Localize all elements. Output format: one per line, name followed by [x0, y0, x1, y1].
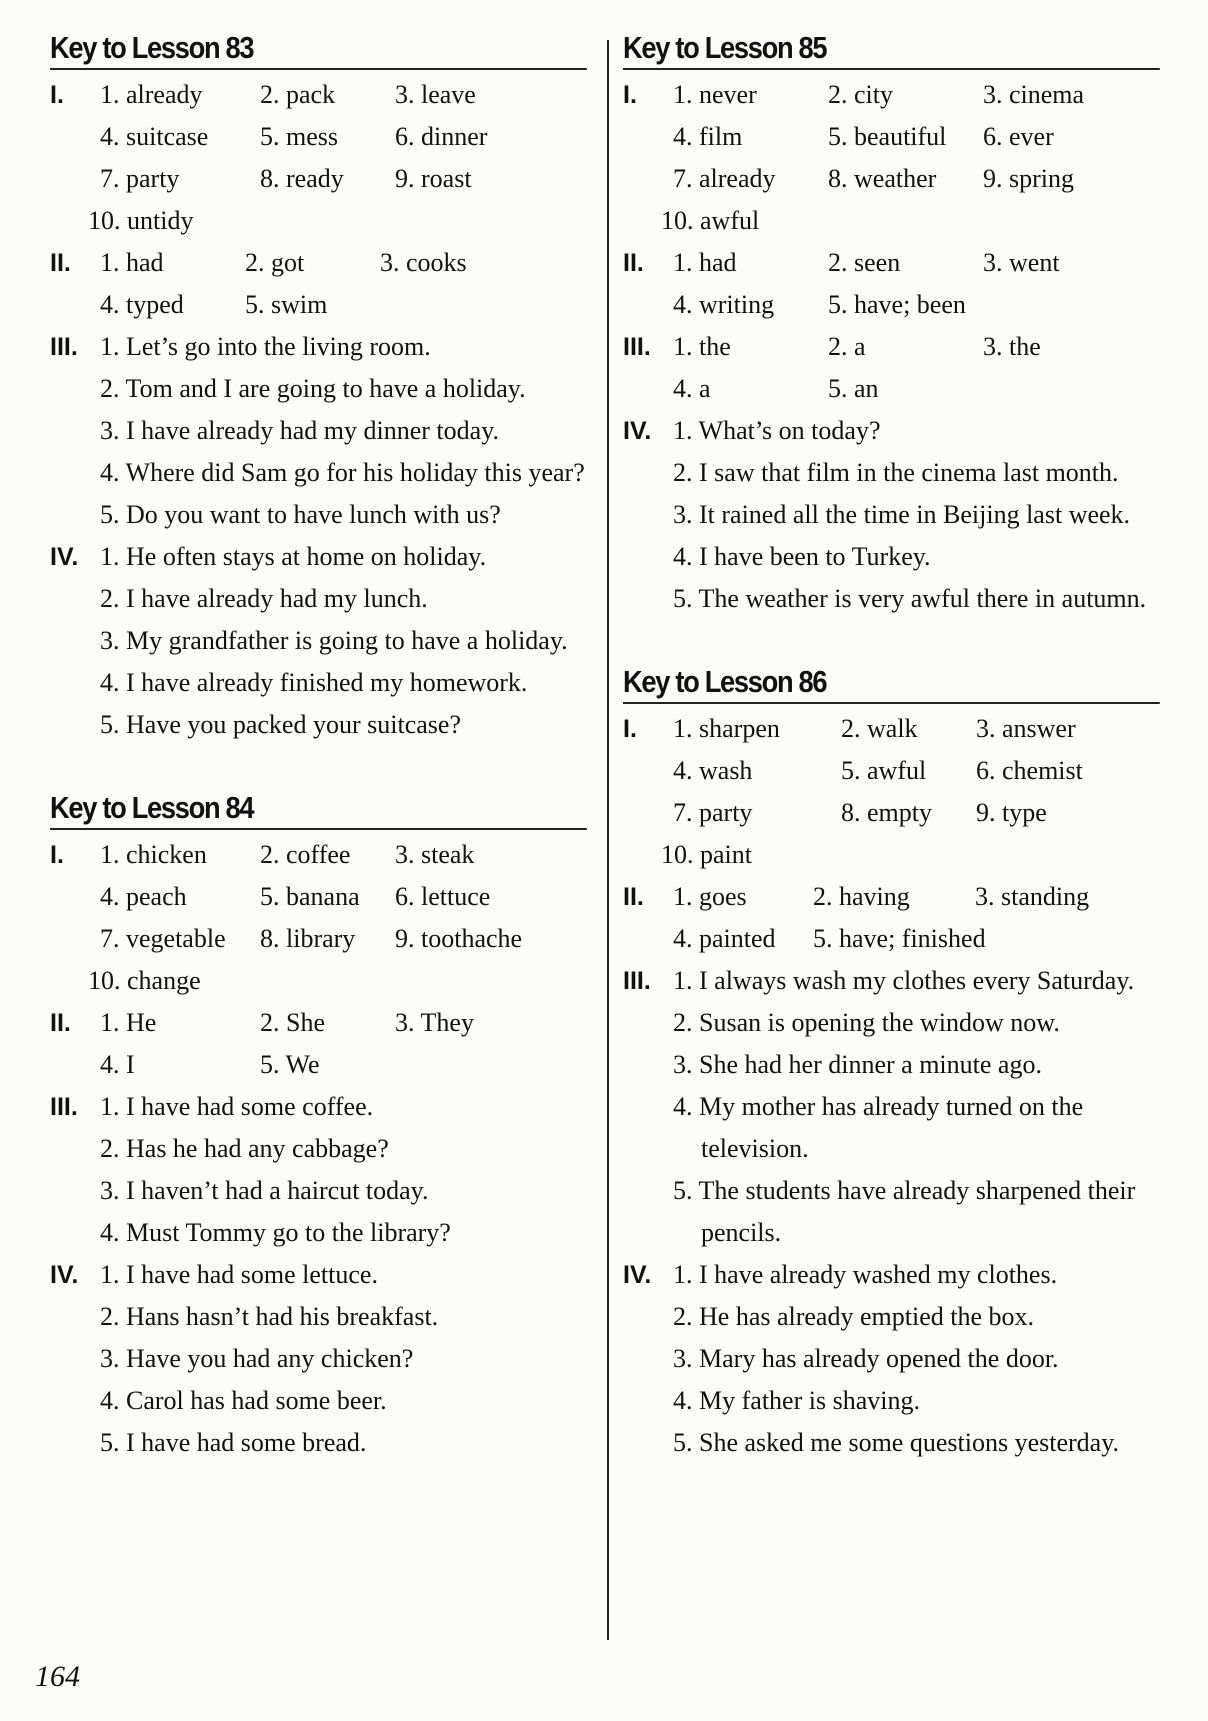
right-column: [623, 30, 1168, 1464]
answer: 8. weather: [828, 164, 937, 193]
answer: 3. They: [395, 1008, 474, 1037]
answer: 6. lettuce: [395, 882, 491, 911]
column-divider: [607, 40, 609, 1640]
answer: 4. typed: [100, 290, 184, 319]
answer: 5. awful: [841, 756, 927, 785]
exercise-4: [623, 1254, 1168, 1464]
exercise-label: I.: [50, 841, 64, 869]
answer: 5. swim: [245, 290, 328, 319]
exercise-label: II.: [50, 1009, 71, 1037]
lesson-title: Key to Lesson 84: [50, 790, 587, 830]
answer: 8. library: [260, 924, 356, 953]
lesson-83-key: [50, 30, 595, 746]
answer-sentence: 1. I have had some lettuce.: [100, 1260, 378, 1289]
answer: 7. party: [100, 164, 180, 193]
answer: 4. wash: [673, 756, 753, 785]
answer: 4. film: [673, 122, 743, 151]
exercise-2: [623, 242, 1168, 326]
lesson-85-key: [623, 30, 1168, 620]
exercise-1: [50, 74, 595, 242]
answer: 3. standing: [975, 882, 1090, 911]
answer: 3. cinema: [983, 80, 1085, 109]
answer: 2. coffee: [260, 840, 351, 869]
answer: 9. type: [976, 798, 1047, 827]
answer-sentence: 4. Must Tommy go to the library?: [100, 1218, 451, 1247]
answer: 7. already: [673, 164, 776, 193]
answer: 3. leave: [395, 80, 476, 109]
answer: 2. having: [813, 882, 910, 911]
exercise-1: [50, 834, 595, 1002]
answer-sentence: 4. Where did Sam go for his holiday this year?: [100, 458, 585, 487]
answer: 10. awful: [661, 206, 760, 235]
answer-sentence: 5. The weather is very awful there in autumn.: [673, 584, 1147, 613]
answer-sentence: 5. Do you want to have lunch with us?: [100, 500, 501, 529]
answer: 1. already: [100, 80, 203, 109]
answer: 4. suitcase: [100, 122, 209, 151]
lesson-86-key: [623, 664, 1168, 1464]
answer: 4. painted: [673, 924, 776, 953]
answer: 2. pack: [260, 80, 336, 109]
answer: 5. We: [260, 1050, 320, 1079]
answer: 3. steak: [395, 840, 475, 869]
answer-sentence: 1. He often stays at home on holiday.: [100, 542, 487, 571]
exercise-label: III.: [623, 967, 651, 995]
exercise-4: [623, 410, 1168, 620]
answer: 3. answer: [976, 714, 1076, 743]
exercise-label: II.: [623, 883, 644, 911]
answer: 6. ever: [983, 122, 1054, 151]
answer: 6. dinner: [395, 122, 488, 151]
answer-sentence: 1. What’s on today?: [673, 416, 881, 445]
exercise-label: III.: [623, 333, 651, 361]
answer: 7. party: [673, 798, 753, 827]
exercise-label: II.: [50, 249, 71, 277]
answer-sentence: 2. Susan is opening the window now.: [673, 1008, 1060, 1037]
answer: 3. the: [983, 332, 1041, 361]
answer-sentence: 3. Have you had any chicken?: [100, 1344, 414, 1373]
answer: 9. roast: [395, 164, 472, 193]
exercise-label: IV.: [623, 417, 652, 445]
answer: 8. ready: [260, 164, 344, 193]
exercise-3: [623, 326, 1168, 410]
answer-sentence: 5. Have you packed your suitcase?: [100, 710, 461, 739]
answer: 9. spring: [983, 164, 1074, 193]
exercise-label: III.: [50, 333, 78, 361]
exercise-3: [50, 1086, 595, 1254]
answer-sentence: 2. Tom and I are going to have a holiday.: [100, 374, 526, 403]
answer-sentence: 1. I have already washed my clothes.: [673, 1260, 1058, 1289]
answer: 9. toothache: [395, 924, 523, 953]
answer-sentence: 4. I have already finished my homework.: [100, 668, 528, 697]
answer: 1. sharpen: [673, 714, 780, 743]
exercise-label: I.: [623, 81, 637, 109]
answer-sentence: 3. Mary has already opened the door.: [673, 1344, 1059, 1373]
answer-sentence: 5. I have had some bread.: [100, 1428, 367, 1457]
answer: 2. She: [260, 1008, 325, 1037]
answer: 1. chicken: [100, 840, 207, 869]
answer: 8. empty: [841, 798, 932, 827]
answer: 7. vegetable: [100, 924, 226, 953]
answer-sentence: 2. I have already had my lunch.: [100, 584, 428, 613]
answer-sentence: 2. I saw that film in the cinema last month.: [673, 458, 1119, 487]
answer: 10. untidy: [88, 206, 194, 235]
exercise-3: [623, 960, 1168, 1254]
exercise-3: [50, 326, 595, 536]
lesson-title: Key to Lesson 85: [623, 30, 1160, 70]
answer: 2. city: [828, 80, 893, 109]
answer: 5. an: [828, 374, 879, 403]
answer-sentence: 5. She asked me some questions yesterday.: [673, 1428, 1119, 1457]
exercise-4: [50, 1254, 595, 1464]
answer: 1. had: [100, 248, 164, 277]
answer-sentence: 3. I haven’t had a haircut today.: [100, 1176, 429, 1205]
answer: 3. went: [983, 248, 1060, 277]
answer: 2. seen: [828, 248, 901, 277]
exercise-1: [623, 74, 1168, 242]
answer-sentence: 2. He has already emptied the box.: [673, 1302, 1034, 1331]
answer: 5. banana: [260, 882, 360, 911]
page-number: 164: [35, 1660, 80, 1693]
answer: 2. a: [828, 332, 866, 361]
answer: 4. a: [673, 374, 711, 403]
answer: 4. writing: [673, 290, 775, 319]
lesson-84-key: [50, 790, 595, 1464]
exercise-label: I.: [50, 81, 64, 109]
answer-sentence: 3. It rained all the time in Beijing last week.: [673, 500, 1131, 529]
answer: 2. got: [245, 248, 305, 277]
exercise-2: [50, 242, 595, 326]
exercise-1: [623, 708, 1168, 876]
answer: 1. had: [673, 248, 737, 277]
exercise-label: IV.: [50, 543, 79, 571]
answer-sentence: 3. She had her dinner a minute ago.: [673, 1050, 1042, 1079]
answer-sentence: 4. I have been to Turkey.: [673, 542, 931, 571]
answer-sentence: 1. I have had some coffee.: [100, 1092, 374, 1121]
lesson-title: Key to Lesson 86: [623, 664, 1160, 704]
answer-sentence: 1. Let’s go into the living room.: [100, 332, 431, 361]
exercise-label: IV.: [50, 1261, 79, 1289]
answer-sentence: 5. The students have already sharpened their pencils.: [673, 1176, 1136, 1247]
answer: 1. He: [100, 1008, 157, 1037]
answer: 10. paint: [661, 840, 752, 869]
answer: 2. walk: [841, 714, 918, 743]
answer-sentence: 3. My grandfather is going to have a holiday.: [100, 626, 568, 655]
answer-sentence: 2. Hans hasn’t had his breakfast.: [100, 1302, 439, 1331]
exercise-label: III.: [50, 1093, 78, 1121]
answer: 1. never: [673, 80, 757, 109]
answer: 4. peach: [100, 882, 187, 911]
lesson-title: Key to Lesson 83: [50, 30, 587, 70]
answer: 5. mess: [260, 122, 338, 151]
exercise-4: [50, 536, 595, 746]
answer: 3. cooks: [380, 248, 467, 277]
left-column: [50, 30, 595, 1464]
exercise-2: [50, 1002, 595, 1086]
answer: 1. the: [673, 332, 731, 361]
answer: 5. beautiful: [828, 122, 947, 151]
answer: 10. change: [88, 966, 201, 995]
answer-sentence: 4. My mother has already turned on the television.: [673, 1092, 1084, 1163]
exercise-label: II.: [623, 249, 644, 277]
answer-sentence: 4. Carol has had some beer.: [100, 1386, 387, 1415]
exercise-2: [623, 876, 1168, 960]
answer: 4. I: [100, 1050, 135, 1079]
answer: 5. have; been: [828, 290, 966, 319]
answer: 5. have; finished: [813, 924, 986, 953]
answer-sentence: 4. My father is shaving.: [673, 1386, 920, 1415]
answer-sentence: 1. I always wash my clothes every Saturday.: [673, 966, 1135, 995]
answer: 6. chemist: [976, 756, 1083, 785]
exercise-label: IV.: [623, 1261, 652, 1289]
answer-sentence: 2. Has he had any cabbage?: [100, 1134, 389, 1163]
exercise-label: I.: [623, 715, 637, 743]
answer: 1. goes: [673, 882, 747, 911]
answer-sentence: 3. I have already had my dinner today.: [100, 416, 500, 445]
